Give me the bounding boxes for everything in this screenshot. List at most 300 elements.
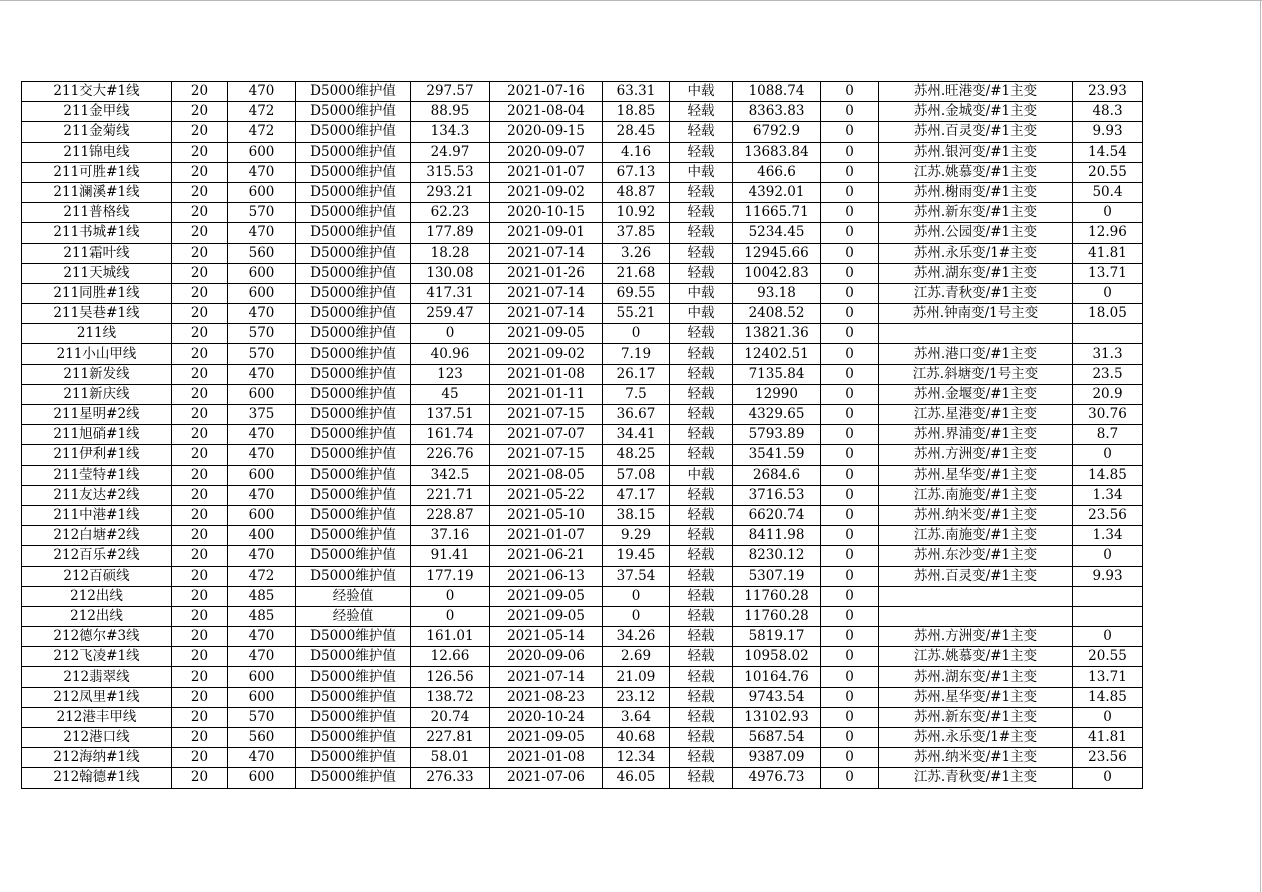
current-cell: 161.01 xyxy=(411,627,490,647)
date-cell: 2021-05-10 xyxy=(490,505,603,525)
load-rate-cell: 2.69 xyxy=(603,647,670,667)
table-row xyxy=(22,505,1143,525)
current-cell: 58.01 xyxy=(411,748,490,768)
transformer-cell: 江苏.南施变/#1主变 xyxy=(879,526,1073,546)
transformer-cell: 苏州.新东变/#1主变 xyxy=(879,707,1073,727)
margin-cell: 13102.93 xyxy=(733,707,821,727)
load-status-cell: 轻载 xyxy=(670,324,733,344)
load-status-cell: 轻载 xyxy=(670,667,733,687)
source-cell: D5000维护值 xyxy=(296,283,411,303)
transformer-margin-cell: 31.3 xyxy=(1073,344,1143,364)
rated-current-cell: 570 xyxy=(228,707,296,727)
load-rate-cell: 19.45 xyxy=(603,546,670,566)
table-row xyxy=(22,283,1143,303)
margin-cell: 8230.12 xyxy=(733,546,821,566)
date-cell: 2020-09-07 xyxy=(490,142,603,162)
transformer-margin-cell: 48.3 xyxy=(1073,102,1143,122)
load-status-cell: 轻载 xyxy=(670,344,733,364)
flag-cell: 0 xyxy=(821,485,879,505)
flag-cell: 0 xyxy=(821,203,879,223)
table-row xyxy=(22,687,1143,707)
line-name-cell: 212出线 xyxy=(22,586,172,606)
transformer-margin-cell: 23.5 xyxy=(1073,364,1143,384)
source-cell: D5000维护值 xyxy=(296,425,411,445)
transformer-cell: 江苏.青秋变/#1主变 xyxy=(879,768,1073,788)
table-row xyxy=(22,707,1143,727)
transformer-margin-cell: 8.7 xyxy=(1073,425,1143,445)
table-row xyxy=(22,445,1143,465)
line-name-cell: 212港口线 xyxy=(22,728,172,748)
source-cell: D5000维护值 xyxy=(296,687,411,707)
margin-cell: 9387.09 xyxy=(733,748,821,768)
load-status-cell: 轻载 xyxy=(670,505,733,525)
table-row xyxy=(22,647,1143,667)
margin-cell: 1088.74 xyxy=(733,82,821,102)
source-cell: D5000维护值 xyxy=(296,405,411,425)
margin-cell: 7135.84 xyxy=(733,364,821,384)
transformer-cell: 苏州.新东变/#1主变 xyxy=(879,203,1073,223)
transformer-margin-cell: 13.71 xyxy=(1073,263,1143,283)
date-cell: 2021-06-21 xyxy=(490,546,603,566)
line-name-cell: 212飞凌#1线 xyxy=(22,647,172,667)
voltage-cell: 20 xyxy=(172,243,228,263)
line-name-cell: 211天城线 xyxy=(22,263,172,283)
load-status-cell: 轻载 xyxy=(670,102,733,122)
line-name-cell: 211友达#2线 xyxy=(22,485,172,505)
transformer-margin-cell: 30.76 xyxy=(1073,405,1143,425)
current-cell: 20.74 xyxy=(411,707,490,727)
load-status-cell: 轻载 xyxy=(670,526,733,546)
voltage-cell: 20 xyxy=(172,384,228,404)
transformer-cell: 苏州.钟南变/1号主变 xyxy=(879,304,1073,324)
current-cell: 315.53 xyxy=(411,162,490,182)
source-cell: D5000维护值 xyxy=(296,122,411,142)
source-cell: D5000维护值 xyxy=(296,182,411,202)
flag-cell: 0 xyxy=(821,182,879,202)
voltage-cell: 20 xyxy=(172,203,228,223)
load-rate-cell: 7.5 xyxy=(603,384,670,404)
flag-cell: 0 xyxy=(821,102,879,122)
source-cell: D5000维护值 xyxy=(296,505,411,525)
date-cell: 2021-07-15 xyxy=(490,445,603,465)
source-cell: D5000维护值 xyxy=(296,324,411,344)
load-rate-cell: 67.13 xyxy=(603,162,670,182)
line-name-cell: 212凤里#1线 xyxy=(22,687,172,707)
margin-cell: 6620.74 xyxy=(733,505,821,525)
load-status-cell: 轻载 xyxy=(670,182,733,202)
date-cell: 2021-05-14 xyxy=(490,627,603,647)
flag-cell: 0 xyxy=(821,364,879,384)
load-rate-cell: 34.41 xyxy=(603,425,670,445)
load-status-cell: 轻载 xyxy=(670,566,733,586)
current-cell: 276.33 xyxy=(411,768,490,788)
line-name-cell: 211星明#2线 xyxy=(22,405,172,425)
line-name-cell: 212德尔#3线 xyxy=(22,627,172,647)
line-name-cell: 211交大#1线 xyxy=(22,82,172,102)
source-cell: D5000维护值 xyxy=(296,485,411,505)
flag-cell: 0 xyxy=(821,566,879,586)
date-cell: 2021-08-23 xyxy=(490,687,603,707)
rated-current-cell: 600 xyxy=(228,687,296,707)
load-rate-cell: 63.31 xyxy=(603,82,670,102)
rated-current-cell: 400 xyxy=(228,526,296,546)
margin-cell: 466.6 xyxy=(733,162,821,182)
margin-cell: 11760.28 xyxy=(733,606,821,626)
load-rate-cell: 4.16 xyxy=(603,142,670,162)
line-name-cell: 211金甲线 xyxy=(22,102,172,122)
margin-cell: 12402.51 xyxy=(733,344,821,364)
margin-cell: 5687.54 xyxy=(733,728,821,748)
current-cell: 62.23 xyxy=(411,203,490,223)
table-row xyxy=(22,162,1143,182)
transformer-margin-cell: 9.93 xyxy=(1073,566,1143,586)
transformer-margin-cell: 14.54 xyxy=(1073,142,1143,162)
margin-cell: 5819.17 xyxy=(733,627,821,647)
load-status-cell: 轻载 xyxy=(670,586,733,606)
line-name-cell: 211可胜#1线 xyxy=(22,162,172,182)
rated-current-cell: 470 xyxy=(228,82,296,102)
table-row xyxy=(22,344,1143,364)
source-cell: D5000维护值 xyxy=(296,384,411,404)
date-cell: 2020-10-24 xyxy=(490,707,603,727)
date-cell: 2021-09-05 xyxy=(490,606,603,626)
transformer-cell: 苏州.湖东变/#1主变 xyxy=(879,263,1073,283)
transformer-cell: 苏州.纳米变/#1主变 xyxy=(879,748,1073,768)
voltage-cell: 20 xyxy=(172,142,228,162)
voltage-cell: 20 xyxy=(172,768,228,788)
current-cell: 342.5 xyxy=(411,465,490,485)
current-cell: 91.41 xyxy=(411,546,490,566)
load-status-cell: 轻载 xyxy=(670,405,733,425)
transformer-margin-cell: 1.34 xyxy=(1073,485,1143,505)
table-row xyxy=(22,627,1143,647)
margin-cell: 5307.19 xyxy=(733,566,821,586)
flag-cell: 0 xyxy=(821,586,879,606)
date-cell: 2021-09-05 xyxy=(490,586,603,606)
load-status-cell: 中载 xyxy=(670,465,733,485)
transformer-margin-cell: 18.05 xyxy=(1073,304,1143,324)
voltage-cell: 20 xyxy=(172,647,228,667)
voltage-cell: 20 xyxy=(172,162,228,182)
load-status-cell: 轻载 xyxy=(670,263,733,283)
date-cell: 2021-09-02 xyxy=(490,182,603,202)
rated-current-cell: 470 xyxy=(228,485,296,505)
table-row xyxy=(22,546,1143,566)
transformer-cell: 苏州.百灵变/#1主变 xyxy=(879,122,1073,142)
load-status-cell: 轻载 xyxy=(670,142,733,162)
flag-cell: 0 xyxy=(821,667,879,687)
line-name-cell: 211锦电线 xyxy=(22,142,172,162)
source-cell: D5000维护值 xyxy=(296,82,411,102)
source-cell: D5000维护值 xyxy=(296,142,411,162)
table-row xyxy=(22,768,1143,788)
load-rate-cell: 0 xyxy=(603,606,670,626)
transformer-margin-cell: 9.93 xyxy=(1073,122,1143,142)
flag-cell: 0 xyxy=(821,627,879,647)
date-cell: 2021-07-16 xyxy=(490,82,603,102)
current-cell: 177.89 xyxy=(411,223,490,243)
date-cell: 2021-07-06 xyxy=(490,768,603,788)
voltage-cell: 20 xyxy=(172,526,228,546)
load-status-cell: 轻载 xyxy=(670,485,733,505)
margin-cell: 11665.71 xyxy=(733,203,821,223)
voltage-cell: 20 xyxy=(172,707,228,727)
transformer-cell: 苏州.星华变/#1主变 xyxy=(879,465,1073,485)
line-name-cell: 212港丰甲线 xyxy=(22,707,172,727)
rated-current-cell: 600 xyxy=(228,505,296,525)
flag-cell: 0 xyxy=(821,344,879,364)
table-row xyxy=(22,142,1143,162)
margin-cell: 10164.76 xyxy=(733,667,821,687)
date-cell: 2021-08-04 xyxy=(490,102,603,122)
voltage-cell: 20 xyxy=(172,445,228,465)
current-cell: 37.16 xyxy=(411,526,490,546)
load-rate-cell: 36.67 xyxy=(603,405,670,425)
source-cell: D5000维护值 xyxy=(296,243,411,263)
transformer-margin-cell: 0 xyxy=(1073,445,1143,465)
transformer-cell xyxy=(879,606,1073,626)
transformer-margin-cell: 12.96 xyxy=(1073,223,1143,243)
voltage-cell: 20 xyxy=(172,324,228,344)
transformer-cell: 苏州.方洲变/#1主变 xyxy=(879,627,1073,647)
flag-cell: 0 xyxy=(821,526,879,546)
source-cell: D5000维护值 xyxy=(296,465,411,485)
source-cell: D5000维护值 xyxy=(296,162,411,182)
load-rate-cell: 0 xyxy=(603,586,670,606)
transformer-margin-cell: 0 xyxy=(1073,546,1143,566)
current-cell: 227.81 xyxy=(411,728,490,748)
data-table xyxy=(21,81,1143,789)
transformer-cell: 苏州.百灵变/#1主变 xyxy=(879,566,1073,586)
source-cell: D5000维护值 xyxy=(296,707,411,727)
current-cell: 417.31 xyxy=(411,283,490,303)
line-name-cell: 211金菊线 xyxy=(22,122,172,142)
line-name-cell: 211书城#1线 xyxy=(22,223,172,243)
line-name-cell: 211线 xyxy=(22,324,172,344)
rated-current-cell: 570 xyxy=(228,324,296,344)
flag-cell: 0 xyxy=(821,687,879,707)
line-name-cell: 211旭硝#1线 xyxy=(22,425,172,445)
load-rate-cell: 12.34 xyxy=(603,748,670,768)
source-cell: D5000维护值 xyxy=(296,546,411,566)
table-row xyxy=(22,748,1143,768)
voltage-cell: 20 xyxy=(172,687,228,707)
date-cell: 2021-07-07 xyxy=(490,425,603,445)
voltage-cell: 20 xyxy=(172,405,228,425)
transformer-cell: 苏州.金城变/#1主变 xyxy=(879,102,1073,122)
flag-cell: 0 xyxy=(821,445,879,465)
transformer-cell: 苏州.永乐变/1#主变 xyxy=(879,243,1073,263)
rated-current-cell: 375 xyxy=(228,405,296,425)
line-name-cell: 212翰德#1线 xyxy=(22,768,172,788)
load-status-cell: 轻载 xyxy=(670,203,733,223)
line-name-cell: 211中港#1线 xyxy=(22,505,172,525)
rated-current-cell: 470 xyxy=(228,647,296,667)
table-row xyxy=(22,728,1143,748)
rated-current-cell: 600 xyxy=(228,768,296,788)
table-row xyxy=(22,263,1143,283)
transformer-cell: 苏州.旺港变/#1主变 xyxy=(879,82,1073,102)
load-rate-cell: 0 xyxy=(603,324,670,344)
table-row xyxy=(22,425,1143,445)
margin-cell: 12990 xyxy=(733,384,821,404)
rated-current-cell: 560 xyxy=(228,728,296,748)
transformer-cell: 江苏.姚慕变/#1主变 xyxy=(879,647,1073,667)
transformer-margin-cell: 23.56 xyxy=(1073,748,1143,768)
date-cell: 2021-07-15 xyxy=(490,405,603,425)
load-rate-cell: 3.26 xyxy=(603,243,670,263)
rated-current-cell: 600 xyxy=(228,283,296,303)
source-cell: D5000维护值 xyxy=(296,223,411,243)
source-cell: D5000维护值 xyxy=(296,445,411,465)
transformer-cell xyxy=(879,324,1073,344)
line-name-cell: 212百乐#2线 xyxy=(22,546,172,566)
source-cell: D5000维护值 xyxy=(296,728,411,748)
load-rate-cell: 7.19 xyxy=(603,344,670,364)
transformer-margin-cell: 14.85 xyxy=(1073,687,1143,707)
date-cell: 2021-07-14 xyxy=(490,283,603,303)
flag-cell: 0 xyxy=(821,243,879,263)
rated-current-cell: 600 xyxy=(228,465,296,485)
margin-cell: 8363.83 xyxy=(733,102,821,122)
table-row xyxy=(22,324,1143,344)
date-cell: 2021-01-08 xyxy=(490,364,603,384)
transformer-cell: 苏州.港口变/#1主变 xyxy=(879,344,1073,364)
date-cell: 2021-07-14 xyxy=(490,304,603,324)
current-cell: 0 xyxy=(411,324,490,344)
transformer-cell: 江苏.星港变/#1主变 xyxy=(879,405,1073,425)
transformer-cell: 江苏.南施变/#1主变 xyxy=(879,485,1073,505)
rated-current-cell: 470 xyxy=(228,223,296,243)
current-cell: 228.87 xyxy=(411,505,490,525)
line-name-cell: 212百硕线 xyxy=(22,566,172,586)
source-cell: D5000维护值 xyxy=(296,203,411,223)
load-status-cell: 轻载 xyxy=(670,748,733,768)
line-name-cell: 212出线 xyxy=(22,606,172,626)
transformer-cell: 苏州.银河变/#1主变 xyxy=(879,142,1073,162)
current-cell: 221.71 xyxy=(411,485,490,505)
line-name-cell: 211伊利#1线 xyxy=(22,445,172,465)
transformer-cell: 苏州.永乐变/1#主变 xyxy=(879,728,1073,748)
current-cell: 126.56 xyxy=(411,667,490,687)
load-status-cell: 轻载 xyxy=(670,728,733,748)
date-cell: 2021-01-07 xyxy=(490,526,603,546)
line-name-cell: 211吴巷#1线 xyxy=(22,304,172,324)
table-row xyxy=(22,203,1143,223)
load-status-cell: 中载 xyxy=(670,162,733,182)
transformer-margin-cell: 23.93 xyxy=(1073,82,1143,102)
rated-current-cell: 470 xyxy=(228,425,296,445)
rated-current-cell: 560 xyxy=(228,243,296,263)
line-name-cell: 212翡翠线 xyxy=(22,667,172,687)
load-rate-cell: 48.25 xyxy=(603,445,670,465)
table-row xyxy=(22,405,1143,425)
load-rate-cell: 40.68 xyxy=(603,728,670,748)
rated-current-cell: 570 xyxy=(228,203,296,223)
load-status-cell: 轻载 xyxy=(670,122,733,142)
load-status-cell: 轻载 xyxy=(670,425,733,445)
voltage-cell: 20 xyxy=(172,82,228,102)
rated-current-cell: 470 xyxy=(228,748,296,768)
source-cell: D5000维护值 xyxy=(296,364,411,384)
line-name-cell: 211小山甲线 xyxy=(22,344,172,364)
current-cell: 138.72 xyxy=(411,687,490,707)
load-rate-cell: 28.45 xyxy=(603,122,670,142)
transformer-cell: 苏州.湖东变/#1主变 xyxy=(879,667,1073,687)
load-status-cell: 轻载 xyxy=(670,243,733,263)
line-name-cell: 211新发线 xyxy=(22,364,172,384)
source-cell: D5000维护值 xyxy=(296,566,411,586)
rated-current-cell: 470 xyxy=(228,364,296,384)
date-cell: 2021-06-13 xyxy=(490,566,603,586)
margin-cell: 9743.54 xyxy=(733,687,821,707)
current-cell: 45 xyxy=(411,384,490,404)
date-cell: 2021-01-07 xyxy=(490,162,603,182)
source-cell: D5000维护值 xyxy=(296,102,411,122)
flag-cell: 0 xyxy=(821,122,879,142)
margin-cell: 6792.9 xyxy=(733,122,821,142)
transformer-cell: 苏州.界浦变/#1主变 xyxy=(879,425,1073,445)
current-cell: 177.19 xyxy=(411,566,490,586)
current-cell: 134.3 xyxy=(411,122,490,142)
date-cell: 2020-09-15 xyxy=(490,122,603,142)
current-cell: 293.21 xyxy=(411,182,490,202)
current-cell: 24.97 xyxy=(411,142,490,162)
rated-current-cell: 470 xyxy=(228,162,296,182)
transformer-margin-cell: 0 xyxy=(1073,768,1143,788)
transformer-margin-cell: 1.34 xyxy=(1073,526,1143,546)
rated-current-cell: 472 xyxy=(228,566,296,586)
load-status-cell: 轻载 xyxy=(670,647,733,667)
voltage-cell: 20 xyxy=(172,465,228,485)
voltage-cell: 20 xyxy=(172,627,228,647)
source-cell: D5000维护值 xyxy=(296,627,411,647)
transformer-cell: 苏州.纳米变/#1主变 xyxy=(879,505,1073,525)
load-rate-cell: 37.85 xyxy=(603,223,670,243)
rated-current-cell: 485 xyxy=(228,606,296,626)
date-cell: 2021-09-01 xyxy=(490,223,603,243)
date-cell: 2021-05-22 xyxy=(490,485,603,505)
current-cell: 297.57 xyxy=(411,82,490,102)
date-cell: 2021-07-14 xyxy=(490,667,603,687)
load-status-cell: 轻载 xyxy=(670,627,733,647)
current-cell: 259.47 xyxy=(411,304,490,324)
load-rate-cell: 10.92 xyxy=(603,203,670,223)
flag-cell: 0 xyxy=(821,768,879,788)
load-rate-cell: 38.15 xyxy=(603,505,670,525)
line-name-cell: 212海纳#1线 xyxy=(22,748,172,768)
source-cell: D5000维护值 xyxy=(296,526,411,546)
transformer-margin-cell xyxy=(1073,586,1143,606)
load-rate-cell: 46.05 xyxy=(603,768,670,788)
load-rate-cell: 47.17 xyxy=(603,485,670,505)
flag-cell: 0 xyxy=(821,728,879,748)
line-name-cell: 211澜溪#1线 xyxy=(22,182,172,202)
voltage-cell: 20 xyxy=(172,566,228,586)
voltage-cell: 20 xyxy=(172,546,228,566)
line-name-cell: 211新庆线 xyxy=(22,384,172,404)
table-row xyxy=(22,82,1143,102)
date-cell: 2021-09-05 xyxy=(490,728,603,748)
flag-cell: 0 xyxy=(821,606,879,626)
source-cell: D5000维护值 xyxy=(296,667,411,687)
date-cell: 2021-07-14 xyxy=(490,243,603,263)
load-rate-cell: 21.09 xyxy=(603,667,670,687)
voltage-cell: 20 xyxy=(172,182,228,202)
rated-current-cell: 470 xyxy=(228,546,296,566)
source-cell: D5000维护值 xyxy=(296,748,411,768)
transformer-margin-cell: 20.9 xyxy=(1073,384,1143,404)
